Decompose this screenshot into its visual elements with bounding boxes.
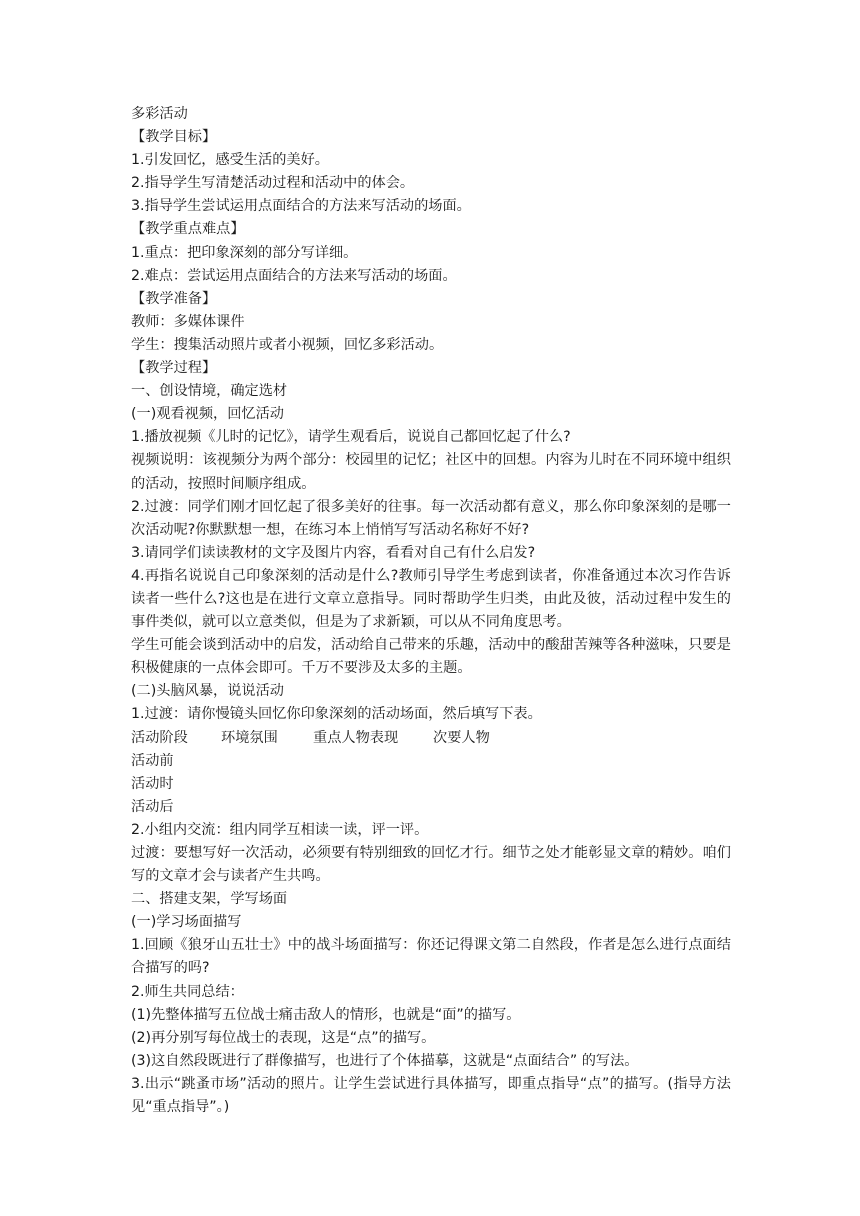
document-title: 多彩活动	[131, 106, 188, 122]
table-header-cell: 活动阶段	[131, 729, 188, 746]
summary-item: (1)先整体描写五位战士痛击敌人的情形，也就是“面”的描写。	[131, 1006, 521, 1023]
sub-heading: (一)学习场面描写	[131, 914, 242, 931]
paragraph: 3.出示“跳蚤市场”活动的照片。让学生尝试进行具体描写，即重点指导“点”的描写。(指导方法见“重点指导”。)	[131, 1075, 731, 1116]
paragraph: 2.小组内交流：组内同学互相读一读，评一评。	[131, 821, 429, 838]
sub-heading: (一)观看视频，回忆活动	[131, 406, 284, 423]
paragraph: 1.回顾《狼牙山五壮士》中的战斗场面描写：你还记得课文第二自然段，作者是怎么进行点面结合描写的吗?	[131, 937, 731, 977]
paragraph: 2.师生共同总结：	[131, 983, 244, 1000]
section-heading-goals: 【教学目标】	[131, 129, 217, 146]
paragraph: 2.过渡：同学们刚才回忆起了很多美好的往事。每一次活动都有意义，那么你印象深刻的是哪一次活动呢?你默默想一想，在练习本上悄悄写写活动名称好不好?	[131, 498, 731, 538]
section-heading-process: 【教学过程】	[131, 360, 217, 377]
table-row: 活动后	[131, 798, 174, 815]
goal-item: 1.引发回忆，感受生活的美好。	[131, 152, 329, 169]
table-header-cell: 次要人物	[433, 729, 490, 746]
key-point-item: 2.难点：尝试运用点面结合的方法来写活动的场面。	[131, 267, 457, 284]
goal-item: 3.指导学生尝试运用点面结合的方法来写活动的场面。	[131, 198, 471, 215]
paragraph: 4.再指名说说自己印象深刻的活动是什么?教师引导学生考虑到读者，你准备通过本次习作告诉读者一些什么?这也是在进行文章立意指导。同时帮助学生归类，由此及彼，活动过程中发生的事件类似，就可以立意类似，但是为了求新颖，可以从不同角度思考。	[131, 567, 731, 631]
paragraph: 视频说明：该视频分为两个部分：校园里的记忆；社区中的回想。内容为儿时在不同环境中组织的活动，按照时间顺序组成。	[131, 452, 731, 492]
summary-item: (3)这自然段既进行了群像描写，也进行了个体描摹，这就是“点面结合” 的写法。	[131, 1052, 639, 1069]
paragraph: 过渡：要想写好一次活动，必须要有特别细致的回忆才行。细节之处才能彰显文章的精妙。咱们写的文章才会与读者产生共鸣。	[131, 845, 731, 885]
paragraph: 1.过渡：请你慢镜头回忆你印象深刻的活动场面，然后填写下表。	[131, 706, 542, 723]
paragraph: 3.请同学们读读教材的文字及图片内容，看看对自己有什么启发?	[131, 544, 536, 561]
table-row: 活动前	[131, 752, 174, 769]
prep-student: 学生：搜集活动照片或者小视频，回忆多彩活动。	[131, 336, 444, 353]
table-row: 活动时	[131, 775, 174, 792]
paragraph: 学生可能会谈到活动中的启发，活动给自己带来的乐趣，活动中的酸甜苦辣等各种滋味，只要是积极健康的一点体会即可。千万不要涉及太多的主题。	[131, 637, 731, 677]
part-heading: 二、搭建支架，学写场面	[131, 891, 288, 908]
sub-heading: (二)头脑风暴，说说活动	[131, 683, 284, 700]
key-point-item: 1.重点：把印象深刻的部分写详细。	[131, 244, 358, 261]
table-header-row	[131, 727, 731, 750]
table-header-cell: 环境氛围	[221, 729, 278, 746]
summary-item: (2)再分别写每位战士的表现，这是“点”的描写。	[131, 1029, 436, 1046]
goal-item: 2.指导学生写清楚活动过程和活动中的体会。	[131, 175, 415, 192]
section-heading-preparation: 【教学准备】	[131, 290, 217, 307]
section-heading-key-points: 【教学重点难点】	[131, 221, 245, 238]
paragraph: 1.播放视频《儿时的记忆》，请学生观看后，说说自己都回忆起了什么?	[131, 429, 571, 446]
document-body	[131, 103, 731, 1119]
table-header-cell: 重点人物表现	[313, 729, 399, 746]
part-heading: 一、创设情境，确定选材	[131, 383, 288, 400]
prep-teacher: 教师：多媒体课件	[131, 313, 245, 330]
